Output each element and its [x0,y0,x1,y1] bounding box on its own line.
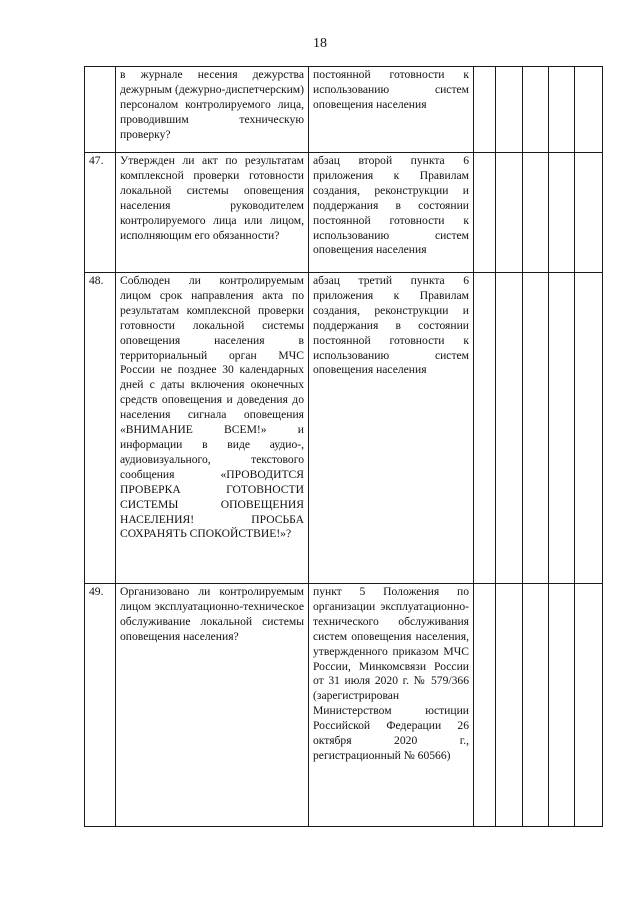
row-number: 47. [85,153,116,273]
table-row [85,273,603,584]
row-number: 49. [85,584,116,827]
reference-cell: пункт 5 Положения по организации эксплуатационно-технического обслуживания систем оповещения населения, утвержденного приказом МЧС России, Минкомсвязи России от 31 июля 2020 г. № 579/366 (зарегистрирован Министерством юстиции Российской Федерации 26 октября 2020 г., регистрационный № 60566) [309,584,474,827]
answer-cell-extra [575,67,603,153]
answer-cell-extra [575,273,603,584]
answer-cell-note [549,67,575,153]
answer-cell-not-applicable [523,273,549,584]
answer-cell-yes [474,273,496,584]
row-number: 48. [85,273,116,584]
table-row [85,67,603,153]
answer-cell-not-applicable [523,153,549,273]
answer-cell-note [549,273,575,584]
answer-cell-no [496,67,523,153]
answer-cell-yes [474,67,496,153]
answer-cell-no [496,153,523,273]
table-row [85,584,603,827]
answer-cell-yes [474,584,496,827]
question-cell: Утвержден ли акт по результатам комплексной проверки готовности локальной системы оповещения населения руководителем контролируемого лица или лицом, исполняющим его обязанности? [116,153,309,273]
table-row [85,153,603,273]
answer-cell-not-applicable [523,67,549,153]
answer-cell-no [496,273,523,584]
answer-cell-extra [575,584,603,827]
answer-cell-note [549,584,575,827]
reference-cell: абзац второй пункта 6 приложения к Правилам создания, реконструкции и поддержания в состоянии постоянной готовности к использованию систем оповещения населения [309,153,474,273]
answer-cell-no [496,584,523,827]
question-cell: Соблюден ли контролируемым лицом срок направления акта по результатам комплексной проверки готовности локальной системы оповещения населения в территориальный орган МЧС России не позднее 30 календарных дней с даты включения оконечных средств оповещения и доведения до населения сигнала оповещения «ВНИМАНИЕ ВСЕМ!» и информации в виде аудио-, аудиовизуального, текстового сообщения «ПРОВОДИТСЯ ПРОВЕРКА ГОТОВНОСТИ СИСТЕМЫ ОПОВЕЩЕНИЯ НАСЕЛЕНИЯ! ПРОСЬБА СОХРАНЯТЬ СПОКОЙСТВИЕ!»? [116,273,309,584]
answer-cell-note [549,153,575,273]
row-number [85,67,116,153]
question-cell: Организовано ли контролируемым лицом эксплуатационно-техническое обслуживание локальной системы оповещения населения? [116,584,309,827]
reference-cell: абзац третий пункта 6 приложения к Правилам создания, реконструкции и поддержания в состоянии постоянной готовности к использованию систем оповещения населения [309,273,474,584]
answer-cell-not-applicable [523,584,549,827]
answer-cell-yes [474,153,496,273]
checklist-table [84,66,603,827]
question-cell: в журнале несения дежурства дежурным (дежурно-диспетчерским) персоналом контролируемого лица, проводившим техническую проверку? [116,67,309,153]
answer-cell-extra [575,153,603,273]
reference-cell: постоянной готовности к использованию систем оповещения населения [309,67,474,153]
page-number: 18 [313,36,327,51]
